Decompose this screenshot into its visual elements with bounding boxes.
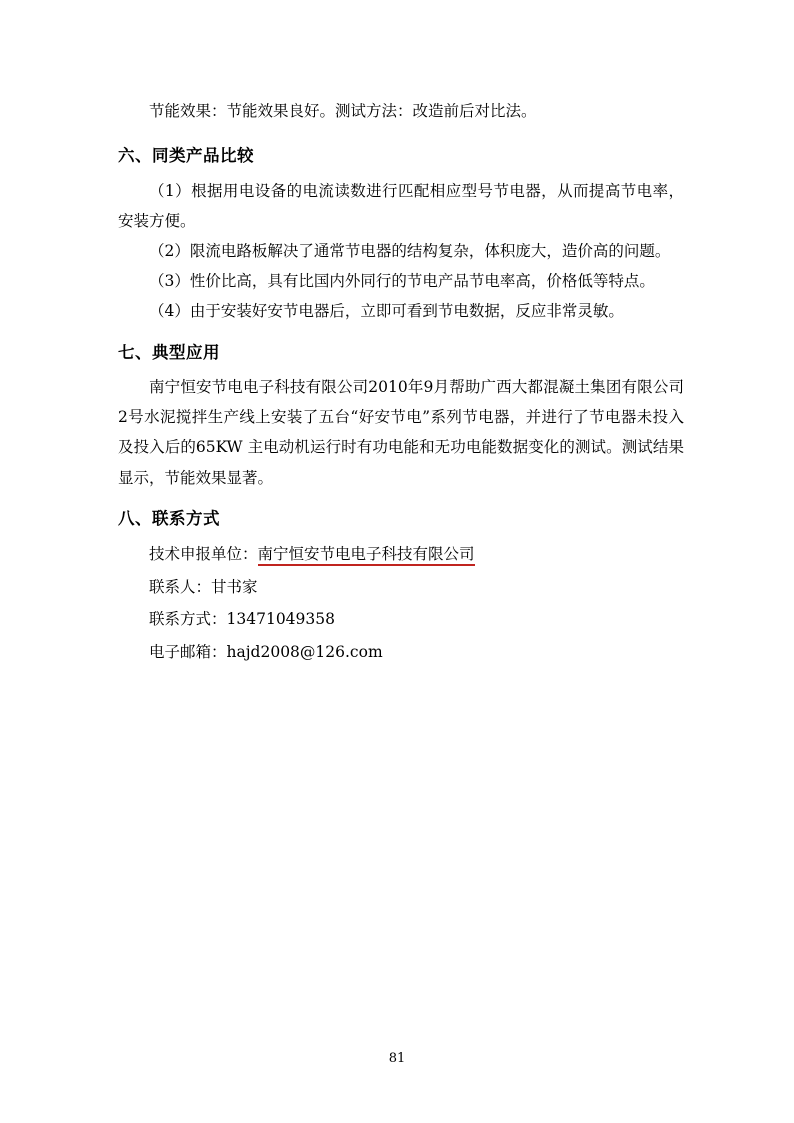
contact-person-value: 甘书家 xyxy=(211,577,258,596)
contact-phone-label: 联系方式： xyxy=(149,610,227,629)
document-body xyxy=(118,96,684,668)
comparison-point-2: （2）限流电路板解决了通常节电器的结构复杂，体积庞大，造价高的问题。 xyxy=(149,242,671,260)
contact-email-label: 电子邮箱： xyxy=(149,642,227,661)
contact-unit-row xyxy=(118,538,684,571)
comparison-point-3: （3）性价比高，具有比国内外同行的节电产品节电率高，价格低等特点。 xyxy=(149,272,655,291)
contact-person-row xyxy=(118,571,684,604)
contact-email-value: hajd2008@126.com xyxy=(226,642,383,661)
typical-application-paragraph: 南宁恒安节电电子科技有限公司2010年9月帮助广西大都混凝土集团有限公司2号水泥搅拌生产线上安装了五台“好安节电”系列节电器，并进行了节电器未投入及投入后的65KW 主电动机运行时有功电能和无功电能数据变化的测试。测试结果显示，节能效果显著。 xyxy=(118,378,684,487)
contact-email-row xyxy=(118,636,684,669)
comparison-point-4: （4）由于安装好安节电器后，立即可看到节电数据，反应非常灵敏。 xyxy=(149,302,624,321)
page-number: 81 xyxy=(388,1051,406,1066)
contact-person-label: 联系人： xyxy=(149,577,212,596)
contact-phone-value: 13471049358 xyxy=(226,610,335,629)
section-heading-comparison: 六、同类产品比较 xyxy=(118,146,254,166)
contact-unit-label: 技术申报单位： xyxy=(149,545,258,564)
comparison-point-1: （1）根据用电设备的电流读数进行匹配相应型号节电器，从而提高节电率，安装方便。 xyxy=(118,181,684,230)
contact-unit-value: 南宁恒安节电电子科技有限公司 xyxy=(258,545,475,566)
lead-paragraph: 节能效果：节能效果良好。测试方法：改造前后对比法。 xyxy=(149,102,537,120)
contact-phone-row xyxy=(118,603,684,636)
section-heading-typical-application: 七、典型应用 xyxy=(118,342,220,362)
section-heading-contact: 八、联系方式 xyxy=(118,508,220,528)
